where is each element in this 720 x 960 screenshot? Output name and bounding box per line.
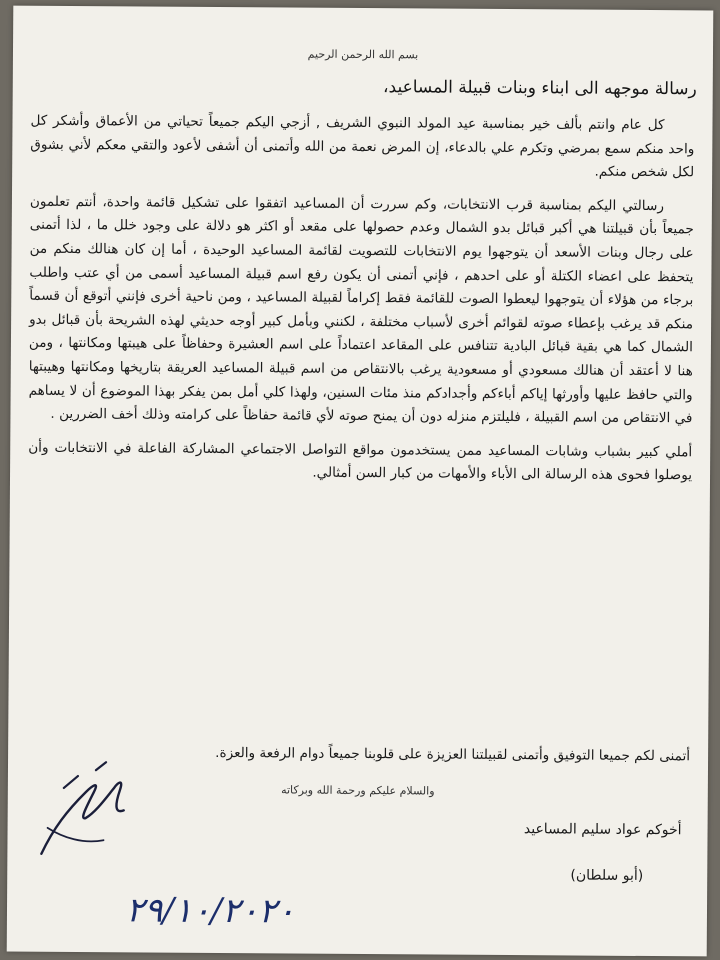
paragraph-greeting: كل عام وانتم بألف خير بمناسبة عيد المولد النبوي الشريف , أزجي اليكم جميعاً تحياتي من الأعماق وأشكر كل واحد منكم سمع بمرضي وتكرم علي بالدعاء، إن المرض نعمة من الله وأتمنى أن أشفى لأعود والتقي معكم لأني بشوق لكل شخص منكم. — [30, 112, 695, 181]
handwritten-signature — [33, 758, 144, 869]
closing-line: أتمنى لكم جميعا التوفيق وأتمنى لقبيلتنا العزيزة على قلوبنا جميعاً دوام الرفعة والعزة. — [215, 744, 691, 765]
signature-name: أخوكم عواد سليم المساعيد — [523, 821, 682, 839]
basmala: بسم الله الرحمن الرحيم — [307, 47, 419, 62]
signature-kunya: (أبو سلطان) — [570, 867, 644, 884]
letter-body — [28, 110, 695, 499]
paragraph-elections: رسالتي اليكم بمناسبة قرب الانتخابات، وكم سررت أن المساعيد اتفقوا على تشكيل قائمة واحدة، أنتم تعلمون جميعاً بأن قبيلتنا هي أكبر قبائل بدو الشمال وعدم حصولها على مقعد أو اكثر هو دلالة على وجود خلل ما ، لذا أتمنى على رجال وبنات الأسعد أن يتوجهوا يوم الانتخابات للتصويت لقائمة المساعيد الوحيدة ، أما إن كان هنالك منكم من يتحفظ على اعضاء الكتلة أو على احدهم ، فإني أتمنى أن يكون رفع اسم قبيلة المساعيد أسمى من أي عتب واطلب برجاء من هؤلاء أن يتوجهوا ليعطوا الصوت للقائمة فقط إكراماً لقبيلة المساعيد ، ومن ناحية أخرى فإنني أتوقع أن قسماً منكم قد يرغب بإعطاء صوته لقوائم أخرى لأسباب مختلفة ، لكنني وبأمل كبير أوجه حديثي لهذه الشريحة بأن قبائل بدو الشمال كما هي بقية قبائل البادية تتنافس على المقاعد اعتماداً على اسم العشيرة وحفاظاً على هيبتها ومكانتها ، ومن هنا لا أعتقد أن هنالك مسعودي أو مسعودية يرغب بالانتقاص من اسم قبيلة المساعيد العريقة بتاريخها ومكانتها وهيبتها والتي حافظ عليها وأورثها إياكم أباءكم وأجدادكم منذ مئات السنين، ولهذا كلي أمل بمن يفكر بهذا الموضوع أن لا يساهم في الانتقاص من اسم القبيلة ، فليلتزم منزله دون أن يمنح صوته لأي قائمة حفاظاً على كرامته وذلك أخف الضررين . — [28, 193, 694, 427]
letter-title: رسالة موجهه الى ابناء وبنات قبيلة المساعيد، — [383, 77, 697, 100]
salam-line: والسلام عليكم ورحمة الله وبركاته — [281, 783, 435, 798]
letter-page — [7, 6, 714, 957]
paragraph-youth: أملي كبير بشباب وشابات المساعيد ممن يستخدمون مواقع التواصل الاجتماعي المشاركة الفاعلة في الانتخابات وأن يوصلوا فحوى هذه الرسالة الى الأباء والأمهات من كبار السن أمثالي. — [28, 439, 693, 484]
handwritten-date: ٢٩/١٠/٢٠٢٠ — [125, 890, 296, 932]
